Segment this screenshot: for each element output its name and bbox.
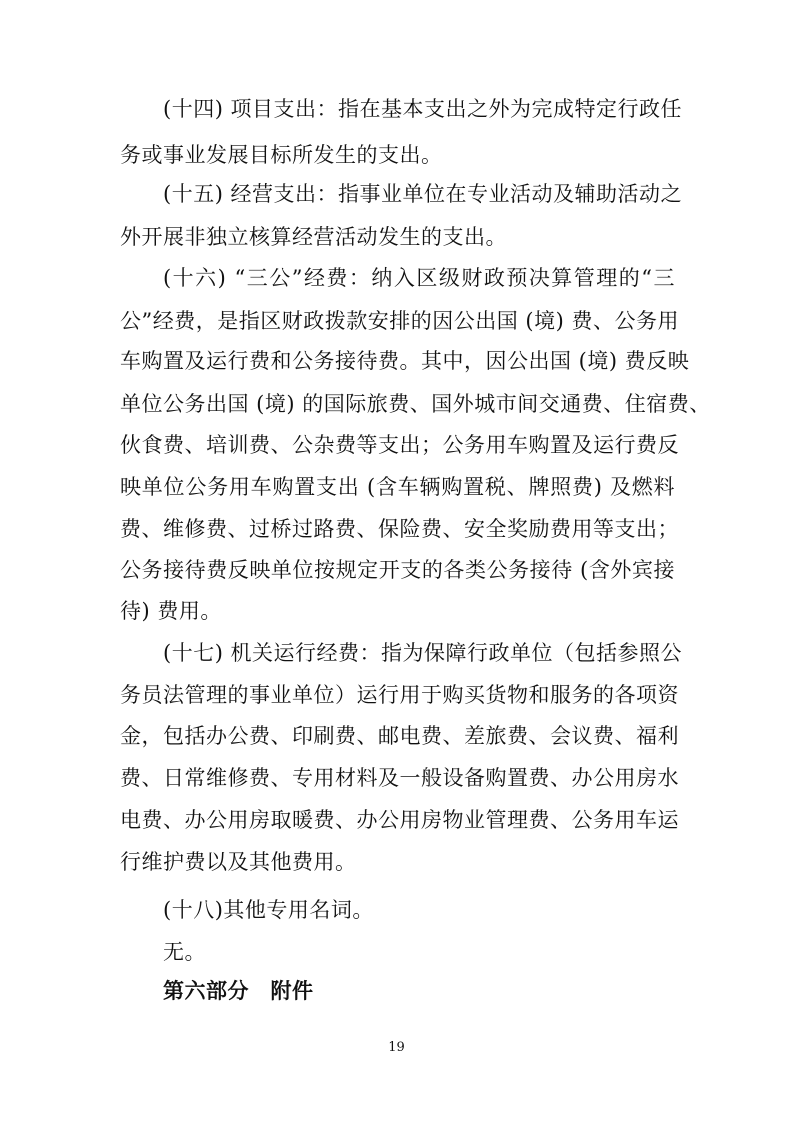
paragraph-17-line-6: 行维护费以及其他费用。 [120,850,357,874]
paragraph-16-line-9: 待) 费用。 [120,599,222,623]
paragraph-16-line-7: 费、维修费、过桥过路费、保险费、安全奖励费用等支出； [120,517,679,541]
paragraph-17-line-4: 费、日常维修费、专用材料及一般设备购置费、办公用房水 [120,766,679,790]
none-text: 无。 [163,940,206,964]
paragraph-16-line-8: 公务接待费反映单位按规定开支的各类公务接待 (含外宾接 [120,558,675,582]
paragraph-17-line-3: 金，包括办公费、印刷费、邮电费、差旅费、会议费、福利 [120,724,679,748]
paragraph-14-line-2: 务或事业发展目标所发生的支出。 [120,143,443,167]
paragraph-15-line-1: (十五) 经营支出：指事业单位在专业活动及辅助活动之 [163,182,683,206]
paragraph-17-line-5: 电费、办公用房取暖费、办公用房物业管理费、公务用车运 [120,808,679,832]
paragraph-18-line-1: (十八)其他专用名词。 [163,898,374,922]
page-number: 19 [388,1040,405,1055]
section-heading: 第六部分 附件 [163,979,314,1003]
paragraph-16-line-1: (十六) “三公”经费：纳入区级财政预决算管理的“三 [163,266,675,290]
paragraph-16-line-4: 单位公务出国 (境) 的国际旅费、国外城市间交通费、住宿费、 [120,392,711,416]
paragraph-14-line-1: (十四) 项目支出：指在基本支出之外为完成特定行政任 [163,97,683,121]
paragraph-16-line-3: 车购置及运行费和公务接待费。其中，因公出国 (境) 费反映 [120,349,690,373]
paragraph-17-line-2: 务员法管理的事业单位）运行用于购买货物和服务的各项资 [120,683,679,707]
paragraph-16-line-6: 映单位公务用车购置支出 (含车辆购置税、牌照费) 及燃料 [120,475,675,499]
paragraph-16-line-2: 公”经费，是指区财政拨款安排的因公出国 (境) 费、公务用 [120,309,679,333]
paragraph-17-line-1: (十七) 机关运行经费：指为保障行政单位（包括参照公 [163,641,683,665]
paragraph-15-line-2: 外开展非独立核算经营活动发生的支出。 [120,225,507,249]
paragraph-16-line-5: 伙食费、培训费、公杂费等支出；公务用车购置及运行费反 [120,433,679,457]
